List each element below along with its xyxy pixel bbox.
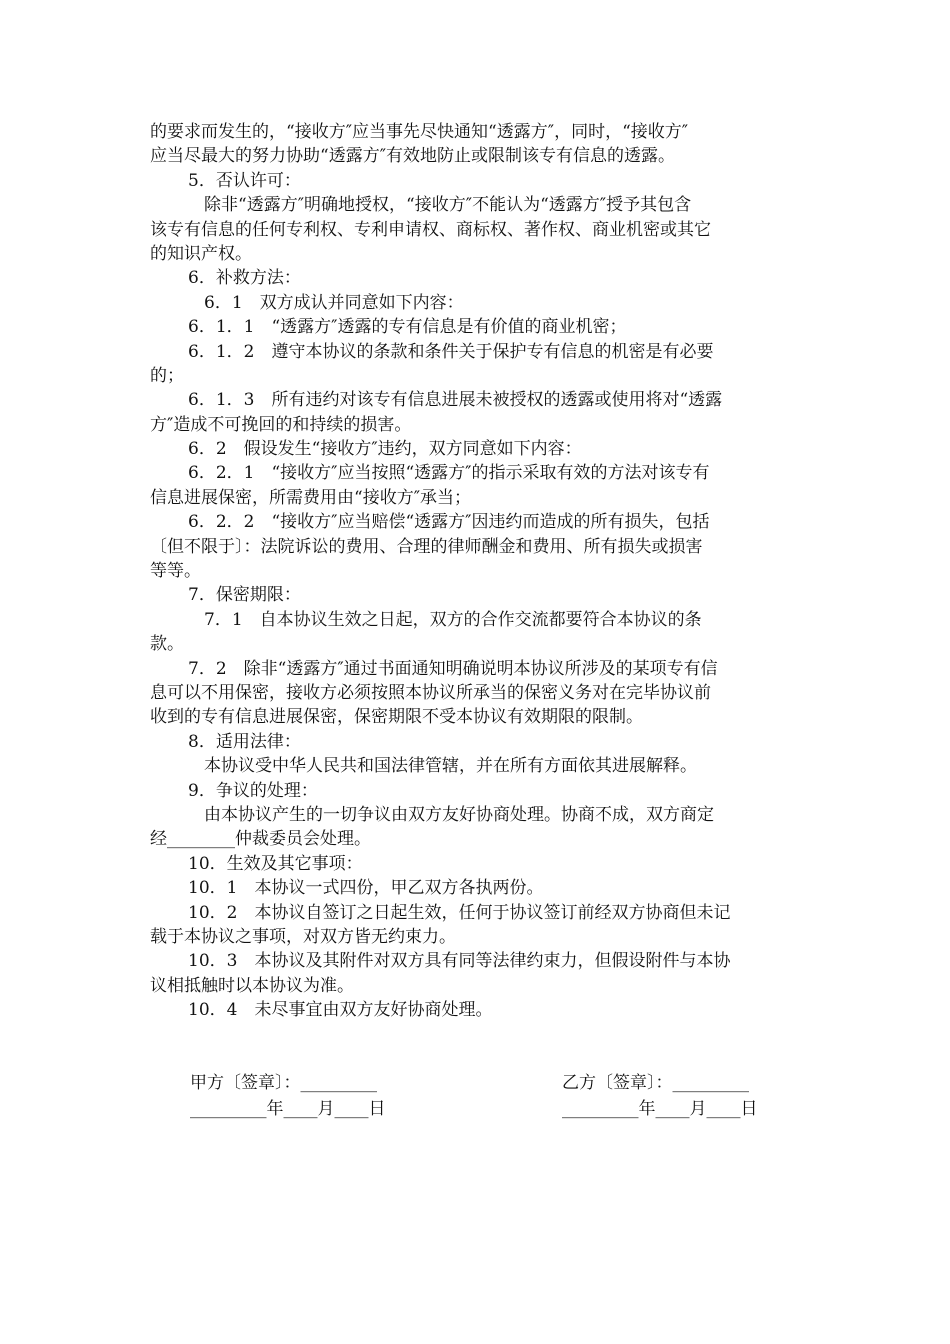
document-line: 6．补救方法： [188,268,301,289]
document-line: 经________仲裁委员会处理。 [150,829,371,850]
document-line: 应当尽最大的努力协助“透露方″有效地防止或限制该专有信息的透露。 [150,146,676,167]
party-a-date: _________年____月____日 [190,1099,386,1119]
document-line: 的； [150,365,184,386]
document-line: 8．适用法律： [188,731,301,752]
document-line: 10．1 本协议一式四份，甲乙双方各执两份。 [188,878,544,899]
party-b-label: 乙方〔签章〕：_________ [562,1073,749,1093]
party-a-signature-block [190,1070,386,1122]
document-line: 10．2 本协议自签订之日起生效，任何于协议签订前经双方协商但未记 [188,902,731,923]
document-line: 6．2．2 “接收方″应当赔偿“透露方″因违约而造成的所有损失，包括 [188,512,710,533]
document-line: 〔但不限于〕：法院诉讼的费用、合理的律师酬金和费用、所有损失或损害 [150,536,703,557]
document-line: 由本协议产生的一切争议由双方友好协商处理。协商不成，双方商定 [204,804,714,825]
document-line: 息可以不用保密，接收方必须按照本协议所承当的保密义务对在完毕协议前 [150,682,711,703]
document-line: 6．1 双方成认并同意如下内容： [204,292,464,313]
document-line: 6．1．2 遵守本协议的条款和条件关于保护专有信息的机密是有必要 [188,341,714,362]
document-line: 7．保密期限： [188,585,301,606]
party-a-label: 甲方〔签章〕：_________ [190,1073,377,1093]
document-line: 除非“透露方″明确地授权，“接收方″不能认为“透露方″授予其包含 [204,195,692,216]
document-line: 6．1．3 所有违约对该专有信息进展未被授权的透露或使用将对“透露 [188,390,723,411]
document-line: 议相抵触时以本协议为准。 [150,975,354,996]
document-line: 10．3 本协议及其附件对双方具有同等法律约束力，但假设附件与本协 [188,951,731,972]
document-line: 9．争议的处理： [188,780,318,801]
document-line: 本协议受中华人民共和国法律管辖，并在所有方面依其进展解释。 [204,756,697,777]
document-line: 的要求而发生的，“接收方″应当事先尽快通知“透露方″，同时，“接收方″ [150,122,689,142]
document-line: 该专有信息的任何专利权、专利申请权、商标权、著作权、商业机密或其它 [150,219,711,240]
document-line: 载于本协议之事项，对双方皆无约束力。 [150,926,456,947]
document-body [150,120,800,1022]
document-line: 的知识产权。 [150,243,252,264]
document-line: 收到的专有信息进展保密，保密期限不受本协议有效期限的限制。 [150,707,643,728]
document-line: 等等。 [150,561,201,582]
party-b-signature-block [562,1070,758,1122]
document-line: 信息进展保密，所需费用由“接收方″承当； [150,487,472,508]
document-line: 6．2 假设发生“接收方″违约，双方同意如下内容： [188,439,582,460]
document-line: 7．1 自本协议生效之日起，双方的合作交流都要符合本协议的条 [204,609,702,630]
document-line: 10．4 未尽事宜由双方友好协商处理。 [188,1000,493,1021]
document-line: 款。 [150,634,184,655]
document-line: 6．2．1 “接收方″应当按照“透露方″的指示采取有效的方法对该专有 [188,463,710,484]
document-line: 7．2 除非“透露方″通过书面通知明确说明本协议所涉及的某项专有信 [188,658,718,679]
document-line: 6．1．1 “透露方″透露的专有信息是有价值的商业机密； [188,317,627,338]
document-line: 5．否认许可： [188,170,301,191]
party-b-date: _________年____月____日 [562,1099,758,1119]
document-line: 10．生效及其它事项： [188,853,363,874]
document-line: 方″造成不可挽回的和持续的损害。 [150,414,412,435]
